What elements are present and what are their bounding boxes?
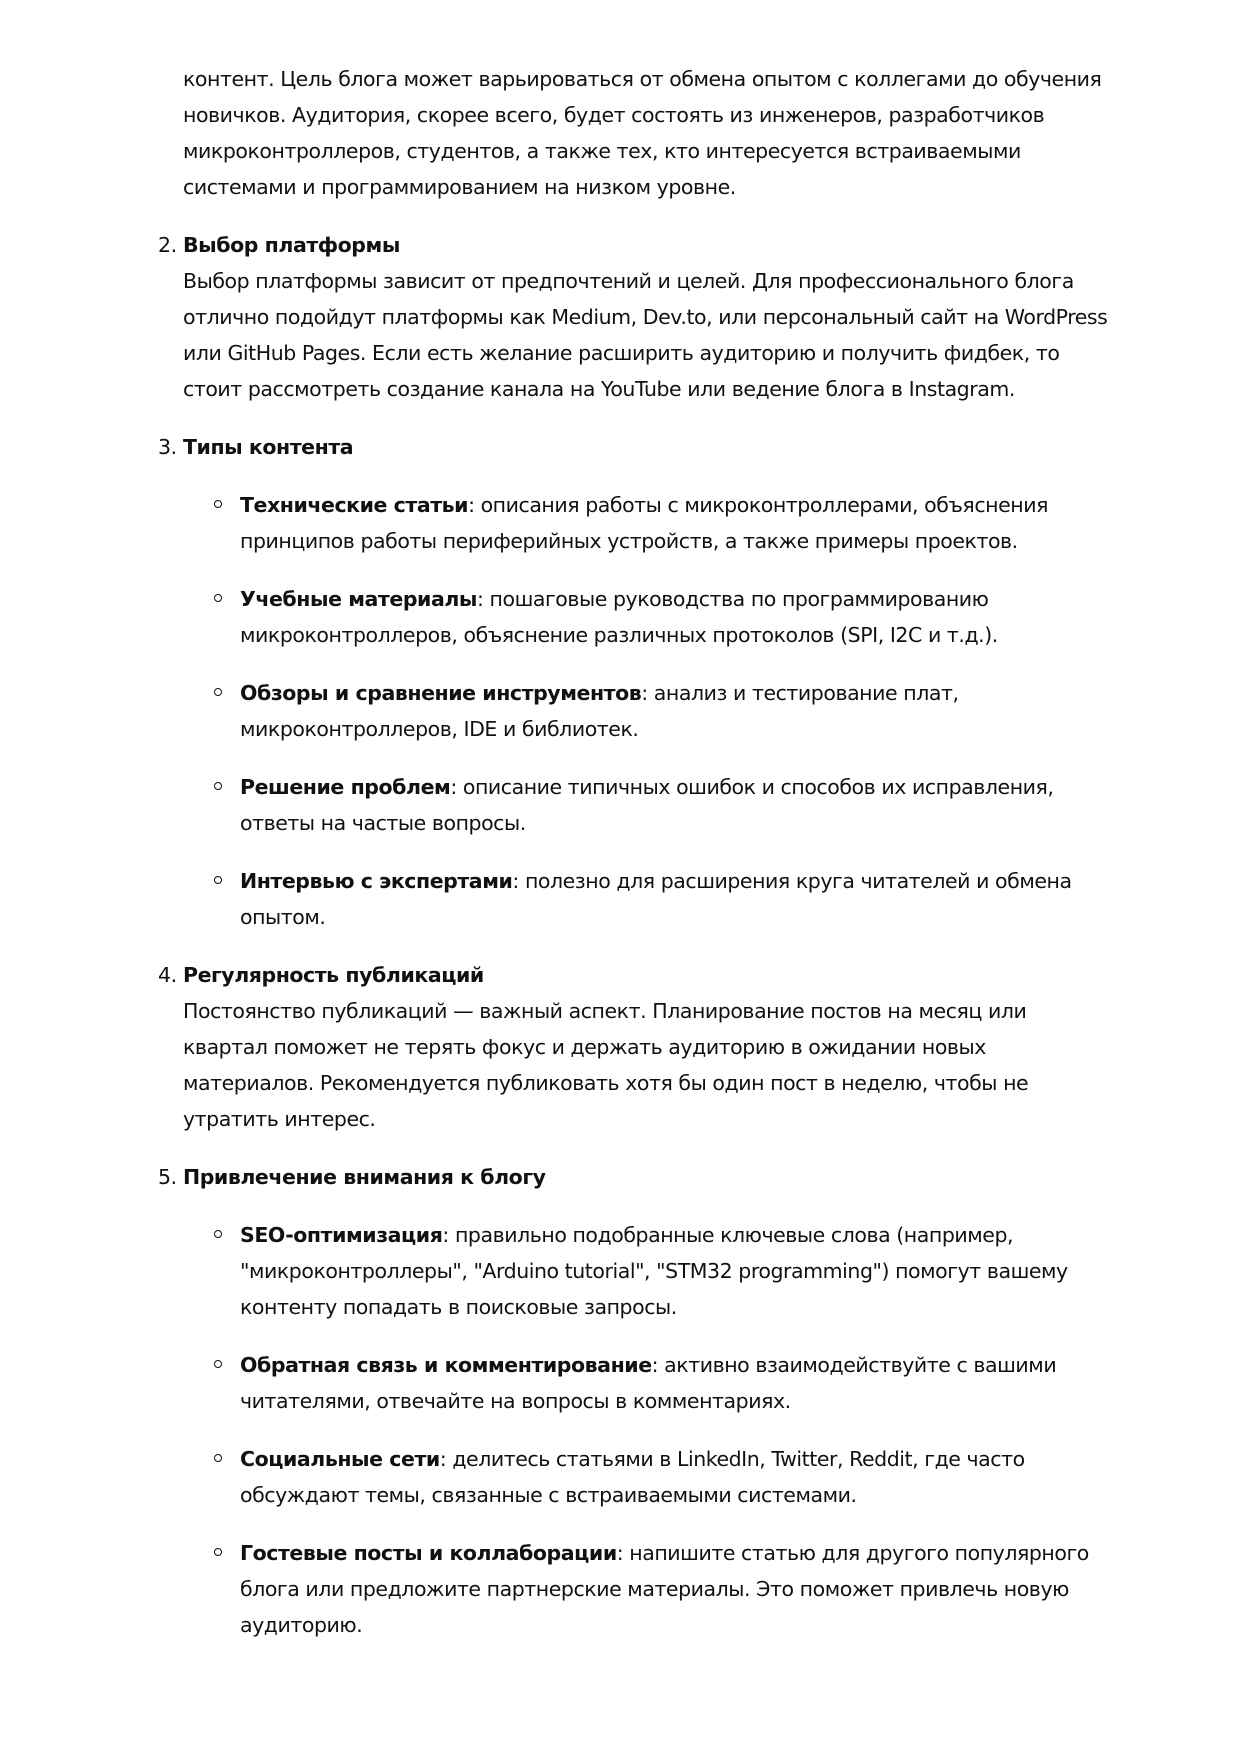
circle-bullet-icon [214, 1454, 222, 1462]
circle-bullet-icon [214, 594, 222, 602]
item-text: : описание типичных ошибок и способов их исправления, ответы на частые вопросы. [240, 775, 1054, 835]
section-title: Привлечение внимания к блогу [183, 1165, 546, 1189]
section-regularity [158, 957, 1109, 1137]
list-item [240, 769, 1109, 841]
circle-bullet-icon [214, 1360, 222, 1368]
section-title: Выбор платформы [183, 233, 400, 257]
item-text: : правильно подобранные ключевые слова (например, "микроконтроллеры", "Arduino tutorial", "STM32 programming") помогут вашему контенту попадать в поисковые запросы. [240, 1223, 1068, 1319]
list-item [240, 1347, 1109, 1419]
item-text: : напишите статью для другого популярного блога или предложите партнерские материалы. Это поможет привлечь новую аудиторию. [240, 1541, 1089, 1637]
section-title: Регулярность публикаций [183, 963, 484, 987]
section-attention [158, 1159, 1109, 1643]
circle-bullet-icon [214, 500, 222, 508]
item-text: : пошаговые руководства по программированию микроконтроллеров, объяснение различных протоколов (SPI, I2C и т.д.). [240, 587, 998, 647]
list-number: 3. [158, 435, 177, 459]
bullet-list [183, 487, 1109, 935]
list-item [240, 675, 1109, 747]
list-item [240, 487, 1109, 559]
item-term: SEO-оптимизация [240, 1223, 443, 1247]
numbered-list [158, 227, 1109, 1643]
item-term: Обратная связь и комментирование [240, 1353, 652, 1377]
section-title: Типы контента [183, 435, 354, 459]
item-term: Социальные сети [240, 1447, 440, 1471]
list-item [240, 1217, 1109, 1325]
circle-bullet-icon [214, 876, 222, 884]
list-item [240, 581, 1109, 653]
list-number: 4. [158, 963, 177, 987]
section-content-types [158, 429, 1109, 935]
item-term: Технические статьи [240, 493, 469, 517]
item-term: Учебные материалы [240, 587, 477, 611]
list-number: 2. [158, 233, 177, 257]
item-term: Гостевые посты и коллаборации [240, 1541, 617, 1565]
list-item [240, 863, 1109, 935]
circle-bullet-icon [214, 688, 222, 696]
item-text: : анализ и тестирование плат, микроконтроллеров, IDE и библиотек. [240, 681, 959, 741]
section-body: Постоянство публикаций — важный аспект. Планирование постов на месяц или квартал поможет не терять фокус и держать аудиторию в ожидании новых материалов. Рекомендуется публиковать хотя бы один пост в неделю, чтобы не утратить интерес. [183, 999, 1029, 1131]
list-item [240, 1535, 1109, 1643]
list-item [240, 1441, 1109, 1513]
circle-bullet-icon [214, 1230, 222, 1238]
item-text: : полезно для расширения круга читателей и обмена опытом. [240, 869, 1072, 929]
bullet-list [183, 1217, 1109, 1643]
list-number: 5. [158, 1165, 177, 1189]
item-term: Обзоры и сравнение инструментов [240, 681, 642, 705]
circle-bullet-icon [214, 782, 222, 790]
section-body: Выбор платформы зависит от предпочтений и целей. Для профессионального блога отлично подойдут платформы как Medium, Dev.to, или персональный сайт на WordPress или GitHub Pages. Если есть желание расширить аудиторию и получить фидбек, то стоит рассмотреть создание канала на YouTube или ведение блога в Instagram. [183, 269, 1108, 401]
item-text: : описания работы с микроконтроллерами, объяснения принципов работы периферийных устройств, а также примеры проектов. [240, 493, 1048, 553]
item-term: Интервью с экспертами [240, 869, 513, 893]
intro-paragraph: контент. Цель блога может варьироваться от обмена опытом с коллегами до обучения новичков. Аудитория, скорее всего, будет состоять из инженеров, разработчиков микроконтроллеров, студентов, а также тех, кто интересуется встраиваемыми системами и программированием на низком уровне. [183, 67, 1102, 199]
item-text: : активно взаимодействуйте с вашими читателями, отвечайте на вопросы в комментариях. [240, 1353, 1057, 1413]
section-platform [158, 227, 1109, 407]
item-term: Решение проблем [240, 775, 451, 799]
item-text: : делитесь статьями в LinkedIn, Twitter, Reddit, где часто обсуждают темы, связанные с встраиваемыми системами. [240, 1447, 1025, 1507]
circle-bullet-icon [214, 1548, 222, 1556]
